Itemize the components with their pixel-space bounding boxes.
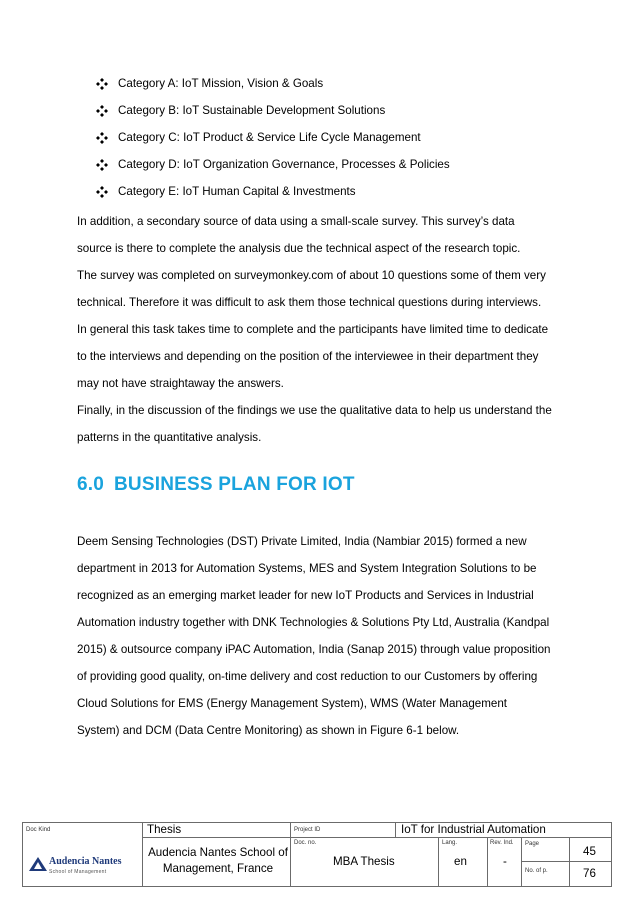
bullet-item — [96, 70, 576, 97]
divider — [521, 861, 611, 862]
audencia-logo — [27, 855, 139, 881]
divider — [290, 823, 291, 886]
text-line: Automation industry together with DNK Technologies & Solutions Pty Ltd, Australia (Kandpal — [77, 616, 550, 629]
survey-paragraph — [77, 208, 567, 451]
doc-no-value: MBA Thesis — [333, 855, 395, 868]
page-value: 45 — [583, 845, 596, 858]
text-line: Finally, in the discussion of the findings we use the qualitative data to help us understand the — [77, 404, 552, 417]
document-footer-table — [22, 822, 612, 887]
divider — [395, 823, 396, 837]
audencia-logo-icon — [29, 857, 47, 871]
category-bullet-list — [96, 70, 576, 205]
bullet-item — [96, 124, 576, 151]
bullet-item — [96, 97, 576, 124]
doc-kind-value: Thesis — [147, 823, 182, 836]
bullet-text: Category D: IoT Organization Governance, Processes & Policies — [118, 158, 450, 171]
text-line: to the interviews and depending on the position of the interviewee in their department they — [77, 350, 539, 363]
text-line: source is there to complete the analysis due the technical aspect of the research topic. — [77, 242, 521, 255]
logo-subtext: School of Management — [49, 869, 107, 875]
lang-label: Lang. — [442, 840, 458, 846]
divider — [142, 837, 611, 838]
text-line: may not have straightaway the answers. — [77, 377, 284, 390]
logo-text: Audencia Nantes — [49, 856, 122, 867]
text-line: department in 2013 for Automation Systems, MES and System Integration Solutions to be — [77, 562, 537, 575]
no-of-pages-value: 76 — [583, 867, 596, 880]
text-line: The survey was completed on surveymonkey.com of about 10 questions some of them very — [77, 269, 546, 282]
text-line: System) and DCM (Data Centre Monitoring) as shown in Figure 6-1 below. — [77, 724, 460, 737]
diamond-bullet-icon — [96, 132, 108, 144]
rev-label: Rev. Ind. — [490, 840, 514, 846]
page-label: Page — [525, 841, 540, 847]
no-of-pages-label: No. of p. — [525, 868, 548, 874]
text-line: In general this task takes time to complete and the participants have limited time to dedicate — [77, 323, 549, 336]
business-plan-paragraph — [77, 528, 567, 744]
divider — [438, 837, 439, 886]
text-line: In addition, a secondary source of data using a small-scale survey. This survey’s data — [77, 215, 515, 228]
text-line: Cloud Solutions for EMS (Energy Management System), WMS (Water Management — [77, 697, 507, 710]
text-line: technical. Therefore it was difficult to ask them those technical questions during interviews. — [77, 296, 542, 309]
divider — [487, 837, 488, 886]
diamond-bullet-icon — [96, 105, 108, 117]
school-name-line2: Management, France — [162, 862, 274, 875]
doc-kind-label: Doc Kind — [26, 827, 51, 833]
project-id-label: Project ID — [294, 827, 321, 833]
diamond-bullet-icon — [96, 78, 108, 90]
rev-value: - — [503, 855, 507, 868]
diamond-bullet-icon — [96, 159, 108, 171]
text-line: Deem Sensing Technologies (DST) Private Limited, India (Nambiar 2015) formed a new — [77, 535, 527, 548]
divider — [142, 823, 143, 886]
diamond-bullet-icon — [96, 186, 108, 198]
bullet-text: Category B: IoT Sustainable Development Solutions — [118, 104, 386, 117]
text-line: 2015) & outsource company iPAC Automation, India (Sanap 2015) through value proposition — [77, 643, 551, 656]
school-name-line1: Audencia Nantes School of — [148, 846, 288, 859]
bullet-text: Category A: IoT Mission, Vision & Goals — [118, 77, 324, 90]
lang-value: en — [454, 855, 467, 868]
bullet-text: Category C: IoT Product & Service Life Cycle Management — [118, 131, 421, 144]
project-id-value: IoT for Industrial Automation — [401, 823, 546, 836]
text-line: of providing good quality, on-time delivery and cost reduction to our Customers by offering — [77, 670, 538, 683]
doc-no-label: Doc. no. — [294, 840, 317, 846]
section-number: 6.0 — [77, 474, 105, 495]
bullet-text: Category E: IoT Human Capital & Investments — [118, 185, 356, 198]
bullet-item — [96, 178, 576, 205]
bullet-item — [96, 151, 576, 178]
text-line: patterns in the quantitative analysis. — [77, 431, 262, 444]
section-heading — [77, 474, 355, 496]
text-line: recognized as an emerging market leader for new IoT Products and Services in Industrial — [77, 589, 534, 602]
section-title: BUSINESS PLAN FOR IOT — [114, 474, 355, 495]
